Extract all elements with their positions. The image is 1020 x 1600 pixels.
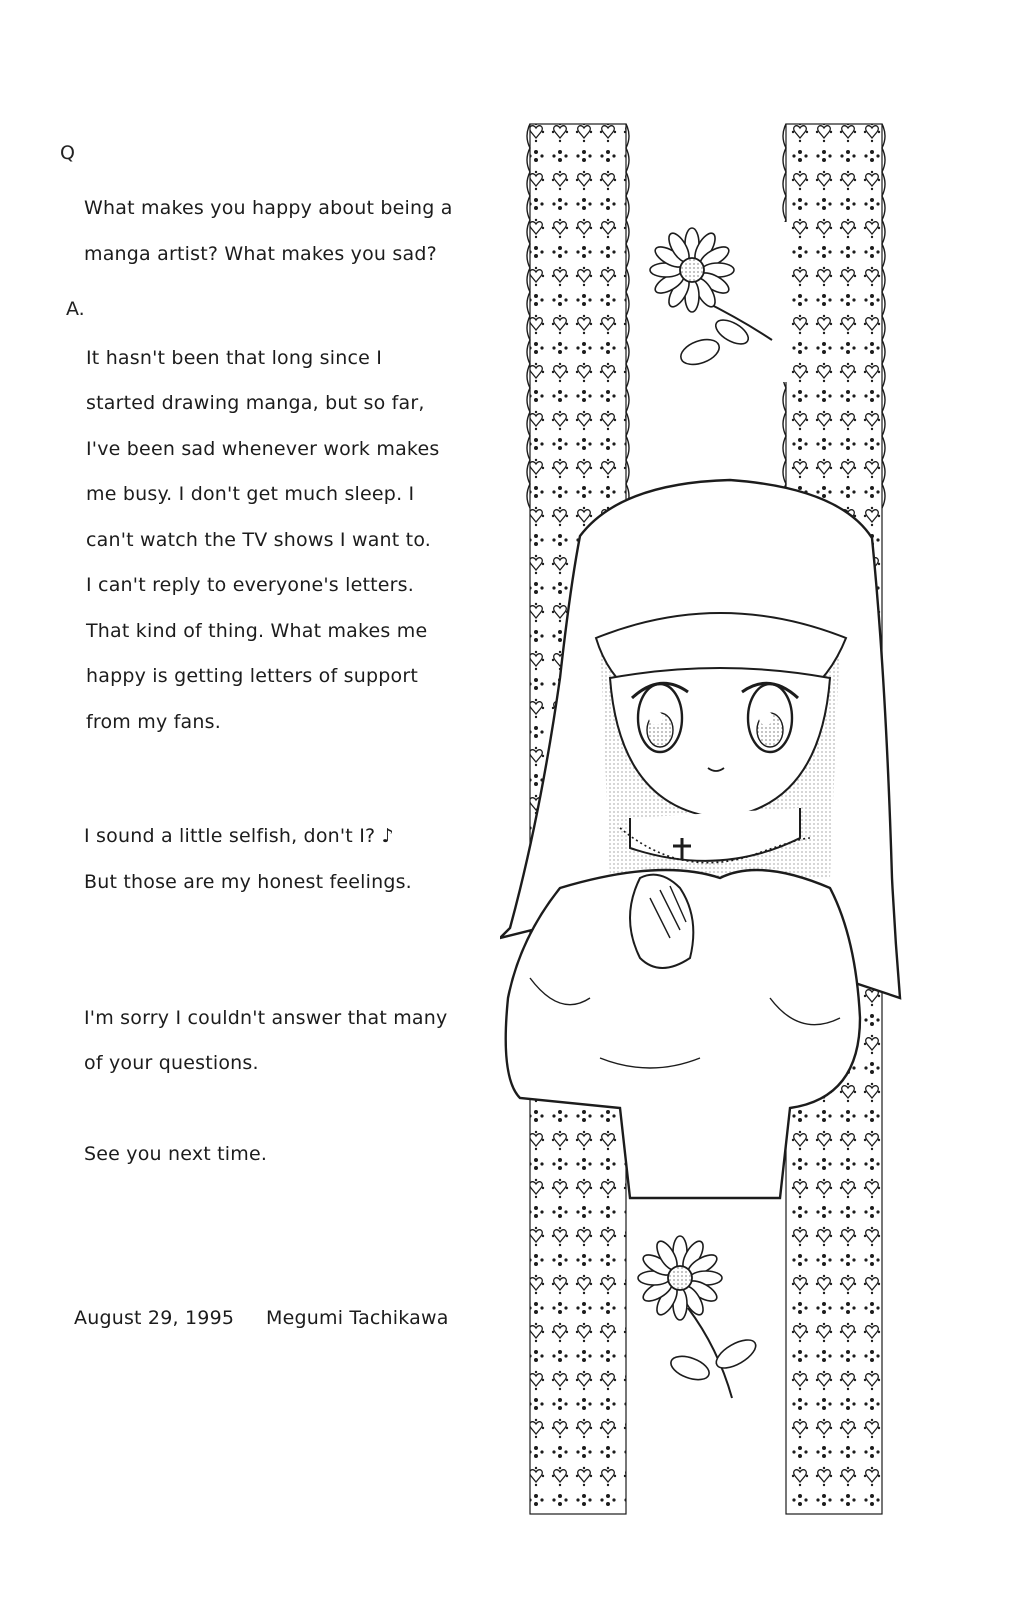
question-line: What makes you happy about being a [84,197,453,219]
closing-line: See you next time. [84,1143,268,1165]
question-label: Q [60,142,75,164]
answer-line: I can't reply to everyone's letters. [86,574,415,596]
daisy-flower-top-icon [640,222,790,382]
selfish-line: But those are my honest feelings. [84,871,412,893]
selfish-line: I sound a little selfish, don't I? ♪ [84,825,394,847]
nun-illustration [500,118,920,1520]
answer-line: can't watch the TV shows I want to. [86,529,432,551]
answer-line: I've been sad whenever work makes [86,438,440,460]
answer-line: It hasn't been that long since I [86,347,383,369]
daisy-flower-bottom-icon [628,1230,778,1400]
answer-label: A. [66,298,85,320]
answer-line: happy is getting letters of support [86,665,418,687]
answer-line: me busy. I don't get much sleep. I [86,483,415,505]
qa-text-column [0,0,500,1600]
answer-line: started drawing manga, but so far, [86,392,425,414]
signature-author: Megumi Tachikawa [266,1307,449,1329]
question-line: manga artist? What makes you sad? [84,243,437,265]
sorry-line: of your questions. [84,1052,259,1074]
signature-date: August 29, 1995 [74,1307,235,1329]
answer-line: That kind of thing. What makes me [86,620,428,642]
answer-line: from my fans. [86,711,221,733]
sorry-line: I'm sorry I couldn't answer that many [84,1007,448,1029]
